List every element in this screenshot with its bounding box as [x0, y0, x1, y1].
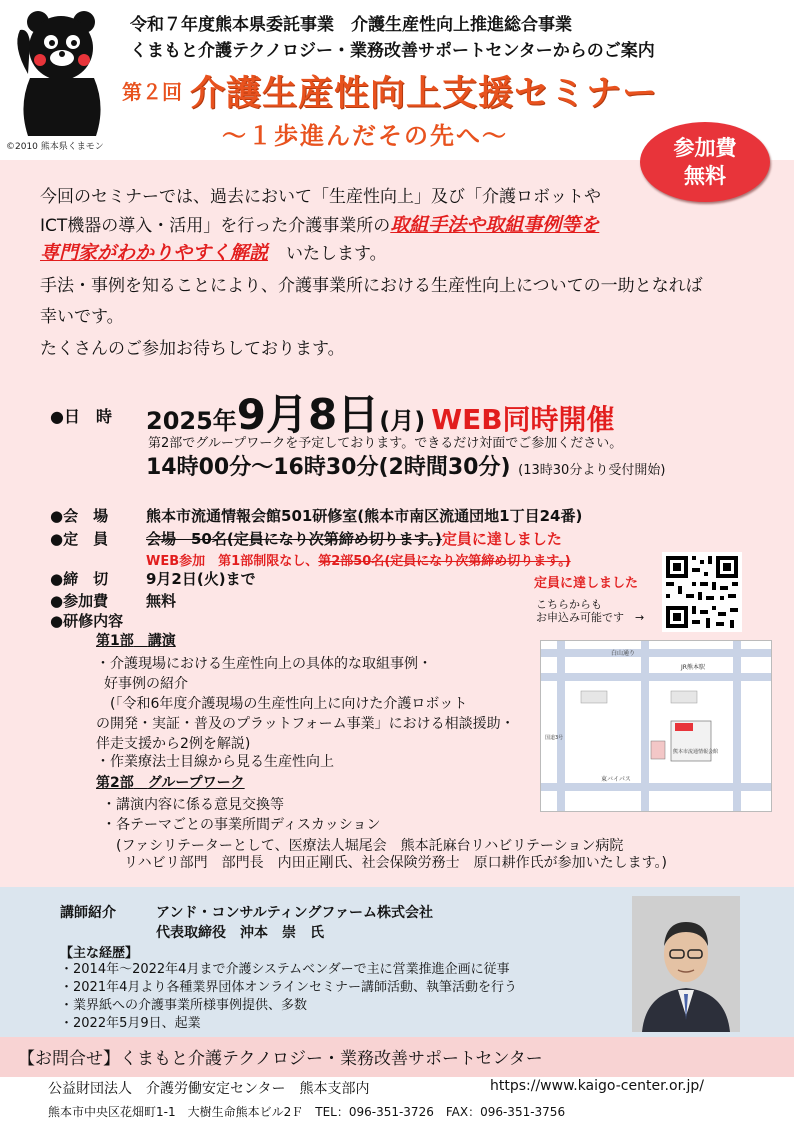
intro-line-6: たくさんのご参加お待ちしております。 [40, 339, 345, 359]
part2-name: グループワーク [147, 775, 245, 791]
fee-label: ●参加費 [50, 592, 109, 610]
date-year: 2025年 [146, 407, 237, 435]
kumamon-mascot-image [8, 6, 112, 138]
career-item-1: ・2014年～2022年4月まで介護システムベンダーで主に営業推進企画に従事 [60, 962, 510, 977]
contact-url[interactable]: https://www.kaigo-center.or.jp/ [490, 1078, 704, 1094]
capacity-venue [146, 528, 562, 549]
capacity-label: ●定 員 [50, 530, 109, 548]
speaker-company: アンド・コンサルティングファーム株式会社 [156, 905, 434, 921]
part2-item-1: ・講演内容に係る意見交換等 [102, 797, 284, 813]
web-label: WEB参加 [146, 554, 206, 569]
date-weekday: (月) [379, 407, 426, 435]
free-fee-badge [640, 122, 770, 202]
date-note: 第2部でグループワークを予定しております。できるだけ対面でご参加ください。 [148, 436, 623, 451]
header-line-2: くまもと介護テクノロジー・業務改善サポートセンターからのご案内 [130, 41, 655, 61]
part1-item-2: ・作業療法士目線から見る生産性向上 [96, 754, 334, 770]
title-prefix: 第２回 [122, 80, 182, 104]
seminar-subtitle: ～１歩進んだその先へ～ [222, 122, 508, 150]
venue-value: 熊本市流通情報会館501研修室(熊本市南区流通団地1丁目24番) [146, 507, 583, 525]
reception-time: (13時30分より受付開始) [518, 463, 666, 478]
qr-note-2: お申込み可能です → [536, 611, 645, 624]
part1-item-1: ・介護現場における生産性向上の具体的な取組事例・ [96, 656, 432, 672]
capacity-venue-text: 会場 50名(定員になり次第締め切ります。) [146, 530, 442, 548]
fee-badge-line1: 参加費 [673, 136, 737, 160]
capacity-venue-full: 定員に達しました [441, 530, 562, 548]
speaker-role: 代表取締役 沖本 崇 氏 [156, 925, 324, 941]
qr-note-1: こちらからも [536, 598, 602, 611]
part2-facilitator-2: リハビリ部門 部門長 内田正剛氏、社会保険労務士 原口耕作氏が参加いたします。) [124, 855, 667, 871]
intro-line-1: 今回のセミナーでは、過去において「生産性向上」及び「介護ロボットや [40, 187, 601, 207]
intro-line-3b: いたします。 [286, 244, 387, 264]
fee-value: 無料 [146, 592, 177, 610]
part1-item-1c: (「令和6年度介護現場の生産性向上に向けた介護ロボット [110, 696, 468, 712]
web-part2: 第2部50名(定員になり次第締め切ります。) [318, 554, 571, 569]
map-station: JR熊本駅 [681, 664, 705, 671]
career-item-2: ・2021年4月より各種業界団体オンラインセミナー講師活動、執筆活動を行う [60, 980, 517, 995]
venue-label: ●会 場 [50, 507, 109, 525]
capacity-web-full: 定員に達しました [534, 576, 639, 591]
speaker-label: 講師紹介 [60, 905, 116, 921]
intro-line-5: 幸いです。 [40, 307, 124, 327]
time-value [146, 450, 665, 481]
capacity-web [146, 550, 571, 569]
map-bypass: 東バイパス [601, 776, 631, 783]
part1-title: 第1部 [96, 633, 134, 649]
map-kokudo: 国道3号 [545, 735, 564, 741]
career-item-4: ・2022年5月9日、起業 [60, 1016, 201, 1031]
career-item-3: ・業界紙への介護事業所様事例提供、多数 [60, 998, 308, 1013]
part1-item-1d: の開発・実証・普及のプラットフォーム事業」における相談援助・ [96, 716, 515, 732]
part2-facilitator-1: (ファシリテーターとして、医療法人堀尾会 熊本託麻台リハビリテーション病院 [116, 838, 624, 854]
part2-item-2: ・各テーマごとの事業所間ディスカッション [102, 817, 381, 833]
qr-code-icon[interactable] [662, 552, 742, 632]
fee-badge-line2: 無料 [684, 164, 726, 188]
contact-address: 熊本市中央区花畑町1-1 大樹生命熊本ビル2Ｆ TEL：096-351-3726 FAX：096-351-3756 [48, 1105, 566, 1119]
time-range: 14時00分～16時30分(2時間30分) [146, 455, 511, 480]
part1-item-1e: 伴走支援から2例を解説) [96, 736, 251, 752]
part2-title: 第2部 [96, 775, 134, 791]
speaker-photo [632, 896, 740, 1032]
intro-line-3 [40, 238, 387, 265]
contact-org: 公益財団法人 介護労働安定センター 熊本支部内 [48, 1081, 370, 1097]
intro-line-2a: ICT機器の導入・活用」を行った介護事業所の [40, 216, 391, 236]
intro-emphasis-2: 専門家がわかりやすく解説 [40, 242, 269, 264]
seminar-title [122, 66, 658, 116]
header-line-1: 令和７年度熊本県委託事業 介護生産性向上推進総合事業 [130, 15, 572, 35]
map-road-top: 白山通り [611, 650, 636, 657]
map-venue-label: 熊本市流通情報会館 [673, 749, 719, 755]
title-main: 介護生産性向上支援セミナー [190, 74, 659, 114]
inquiry-heading: 【お問合せ】くまもと介護テクノロジー・業務改善サポートセンター [18, 1049, 543, 1069]
part1-heading [96, 630, 176, 650]
date-big: 9月8日 [236, 390, 380, 439]
intro-emphasis-1: 取組手法や取組事例等を [390, 214, 600, 236]
deadline-value: 9月2日(火)まで [146, 570, 256, 588]
intro-line-2 [40, 210, 599, 237]
access-map [540, 640, 772, 812]
intro-line-4: 手法・事例を知ることにより、介護事業所における生産性向上についての一助となれば [40, 276, 703, 296]
deadline-label: ●締 切 [50, 570, 109, 588]
career-title: 【主な経歴】 [60, 946, 139, 961]
part2-heading [96, 772, 245, 792]
date-label: ●日 時 [50, 407, 112, 426]
web-part1: 第1部制限なし、 [218, 554, 319, 569]
copyright-text: ©2010 熊本県くまモン [6, 142, 104, 152]
content-label: ●研修内容 [50, 612, 124, 630]
part1-name: 講演 [147, 633, 176, 649]
web-simulcast: WEB同時開催 [431, 403, 615, 436]
part1-item-1b: 好事例の紹介 [104, 676, 188, 692]
